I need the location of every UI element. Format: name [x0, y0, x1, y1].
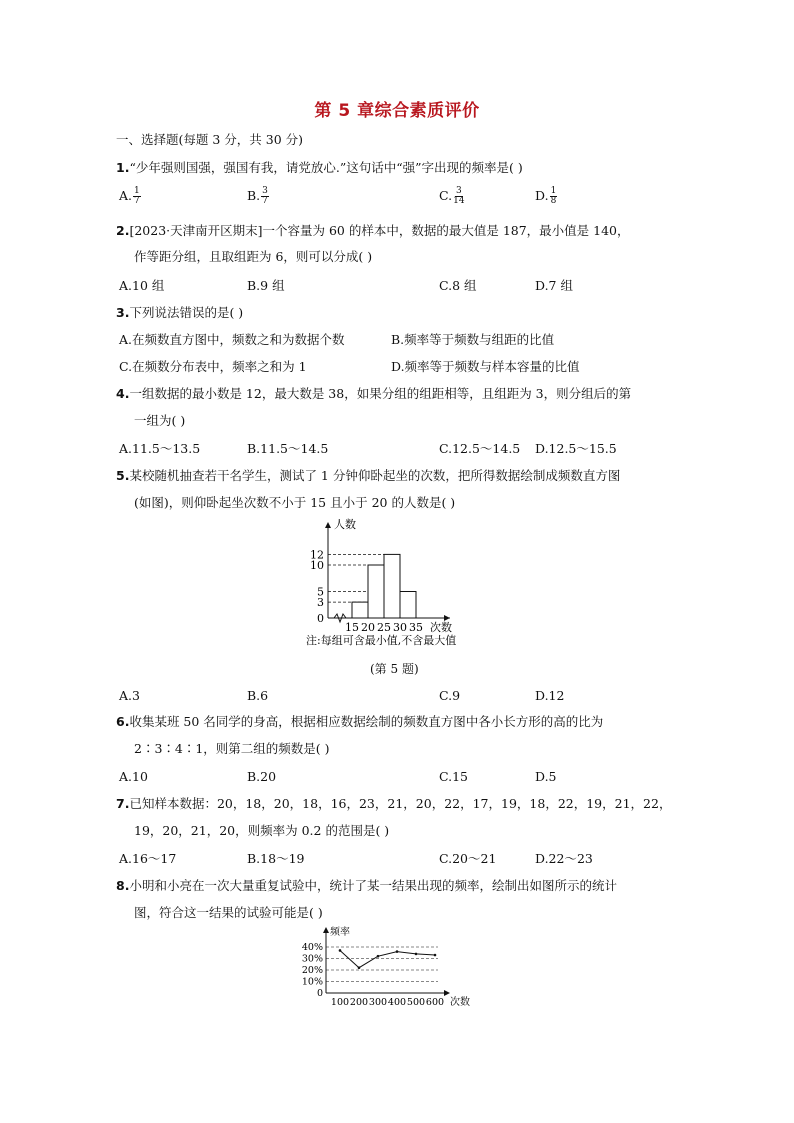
- y-axis-label: 人数: [334, 518, 356, 531]
- y-axis-arrow: [323, 927, 329, 933]
- option-d[interactable]: D.5: [535, 769, 557, 784]
- x-tick-label: 200: [349, 997, 369, 1008]
- question-text: [2023·天津南开区期末]一个容量为 60 的样本中，数据的最大值是 187，最小值是 140，: [129, 223, 630, 238]
- question-5: [116, 467, 620, 485]
- question-text: 下列说法错误的是( ): [129, 305, 244, 320]
- option-b[interactable]: B.频率等于频数与组距的比值: [391, 332, 555, 347]
- section-heading: 一、选择题(每题 3 分，共 30 分): [116, 132, 304, 147]
- x-tick-label: 500: [406, 997, 426, 1008]
- question-8: [116, 877, 617, 895]
- x-tick-label: 600: [425, 997, 445, 1008]
- y-tick-label: 40%: [301, 942, 323, 953]
- question-text-cont: 19，20，21，20，则频率为 0.2 的范围是( ): [134, 823, 390, 838]
- question-text-cont: 图，符合这一结果的试验可能是( ): [134, 905, 323, 920]
- question-number: 1.: [116, 160, 130, 175]
- option-d[interactable]: D.22～23: [535, 851, 593, 866]
- fraction: $\frac{3}{7}$: [262, 186, 268, 206]
- y-tick-label: 3: [317, 596, 324, 610]
- frequency-histogram: [300, 518, 500, 648]
- y-tick-label: 0: [316, 988, 323, 999]
- fraction: $\frac{1}{8}$: [550, 186, 557, 206]
- y-tick-label: 20%: [301, 965, 323, 976]
- option-b[interactable]: B.9 组: [247, 278, 285, 293]
- x-axis-arrow: [444, 990, 450, 996]
- x-tick-label: 25: [377, 621, 391, 634]
- fraction: $\frac{3}{14}$: [453, 186, 465, 206]
- x-tick-label: 15: [345, 621, 359, 634]
- y-tick-label: 5: [317, 585, 324, 599]
- option-d[interactable]: D.7 组: [535, 278, 573, 293]
- y-tick-label: 10%: [301, 976, 323, 988]
- option-d[interactable]: D.12: [535, 688, 565, 703]
- y-tick-label: 10: [310, 559, 324, 572]
- option-b[interactable]: B.11.5～14.5: [247, 441, 329, 456]
- question-text: 收集某班 50 名同学的身高，根据相应数据绘制的频数直方图中各小长方形的高的比为: [129, 714, 604, 729]
- option-a[interactable]: A. $\frac{1}{7}$: [119, 186, 140, 206]
- histogram-bar: [400, 592, 416, 619]
- x-axis-label: 次数: [450, 997, 470, 1008]
- option-c[interactable]: C.在频数分布表中，频率之和为 1: [119, 359, 307, 374]
- chart-note: 注:每组可含最小值,不含最大值: [306, 634, 457, 647]
- option-c[interactable]: C.15: [439, 769, 468, 784]
- fraction: $\frac{1}{7}$: [134, 186, 140, 206]
- question-number: 8.: [116, 878, 130, 893]
- x-tick-label: 20: [361, 621, 375, 634]
- option-b[interactable]: B. $\frac{3}{7}$: [247, 186, 268, 206]
- y-axis-label: 频率: [330, 927, 350, 938]
- question-text: 某校随机抽查若干名学生，测试了 1 分钟仰卧起坐的次数，把所得数据绘制成频数直方图: [129, 468, 621, 483]
- option-d[interactable]: D.频率等于频数与样本容量的比值: [391, 359, 580, 374]
- histogram-bar: [384, 554, 400, 618]
- option-b[interactable]: B.20: [247, 769, 277, 784]
- y-tick-label: 30%: [301, 953, 323, 965]
- option-b[interactable]: B.6: [247, 688, 269, 703]
- data-point: [396, 950, 399, 953]
- question-text: “少年强则国强，强国有我，请党放心.”这句话中“强”字出现的频率是( ): [129, 160, 523, 175]
- question-number: 2.: [116, 223, 130, 238]
- data-point: [377, 955, 380, 958]
- option-a[interactable]: A.16～17: [119, 851, 177, 866]
- page-title: 第 5 章综合素质评价: [314, 101, 480, 121]
- option-c[interactable]: C. $\frac{3}{14}$: [439, 186, 465, 206]
- question-text: 一组数据的最小数是 12，最大数是 38，如果分组的组距相等，且组距为 3，则分组后的第: [129, 386, 632, 401]
- x-tick-label: 30: [393, 621, 407, 634]
- data-point: [434, 954, 437, 957]
- question-1: [116, 159, 523, 177]
- option-a[interactable]: A.在频数直方图中，频数之和为数据个数: [119, 332, 345, 347]
- option-d[interactable]: D. $\frac{1}{8}$: [535, 186, 557, 206]
- x-tick-label: 400: [387, 997, 407, 1008]
- option-d[interactable]: D.12.5～15.5: [535, 441, 617, 456]
- question-3: [116, 304, 243, 322]
- data-point: [415, 953, 418, 956]
- option-b[interactable]: B.18～19: [247, 851, 305, 866]
- option-c[interactable]: C.12.5～14.5: [439, 441, 521, 456]
- question-number: 6.: [116, 714, 130, 729]
- question-text-cont: (如图)，则仰卧起坐次数不小于 15 且小于 20 的人数是( ): [134, 495, 456, 510]
- option-c[interactable]: C.20～21: [439, 851, 497, 866]
- histogram-bar: [352, 602, 368, 618]
- question-7: [116, 795, 671, 813]
- x-tick-label: 35: [409, 621, 423, 634]
- y-tick-label: 0: [317, 612, 324, 625]
- question-number: 7.: [116, 796, 130, 811]
- question-number: 4.: [116, 386, 130, 401]
- data-point: [358, 966, 361, 969]
- frequency-line-chart: [296, 925, 496, 1010]
- option-a[interactable]: A.10: [119, 769, 148, 784]
- option-c[interactable]: C.9: [439, 688, 461, 703]
- question-text-cont: 作等距分组，且取组距为 6，则可以分成( ): [134, 249, 373, 264]
- x-tick-label: 300: [368, 997, 388, 1008]
- option-a[interactable]: A.10 组: [119, 278, 165, 293]
- option-a[interactable]: A.11.5～13.5: [119, 441, 201, 456]
- option-a[interactable]: A.3: [119, 688, 140, 703]
- series-line: [340, 950, 435, 967]
- figure-caption: (第 5 题): [370, 662, 419, 676]
- question-4: [116, 385, 631, 403]
- question-text: 已知样本数据：20，18，20，18，16，23，21，20，22，17，19，18，22，19，21，22，: [129, 796, 672, 811]
- question-6: [116, 713, 603, 731]
- y-tick-label: 12: [310, 548, 324, 562]
- question-text-cont: 2∶3∶4∶1，则第二组的频数是( ): [134, 741, 330, 756]
- question-text: 小明和小亮在一次大量重复试验中，统计了某一结果出现的频率，绘制出如图所示的统计: [129, 878, 617, 893]
- y-axis-arrow: [325, 522, 331, 528]
- x-tick-label: 100: [330, 997, 350, 1008]
- question-text-cont: 一组为( ): [134, 413, 186, 428]
- option-c[interactable]: C.8 组: [439, 278, 477, 293]
- question-2: [116, 222, 630, 240]
- question-number: 5.: [116, 468, 130, 483]
- histogram-bar: [368, 565, 384, 618]
- data-point: [339, 949, 342, 952]
- x-axis-label: 次数: [430, 621, 452, 634]
- question-number: 3.: [116, 305, 130, 320]
